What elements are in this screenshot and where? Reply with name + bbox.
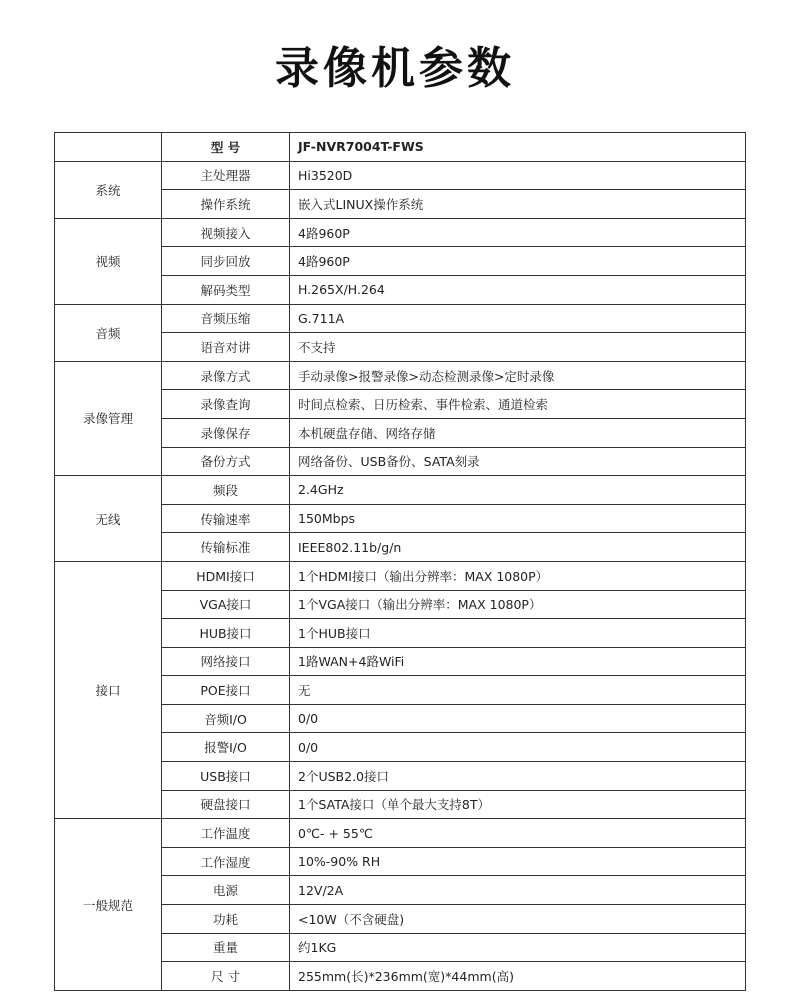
param-value-cell: 嵌入式LINUX操作系统: [290, 190, 746, 219]
param-value-cell: 2.4GHz: [290, 476, 746, 505]
group-label-cell: 系统: [55, 161, 162, 218]
param-value-cell: 0/0: [290, 704, 746, 733]
param-name-cell: HUB接口: [162, 619, 290, 648]
param-value-cell: 1个HDMI接口（输出分辨率：MAX 1080P）: [290, 561, 746, 590]
param-name-cell: 网络接口: [162, 647, 290, 676]
param-value-cell: H.265X/H.264: [290, 275, 746, 304]
param-value-cell: 1路WAN+4路WiFi: [290, 647, 746, 676]
param-value-cell: 1个VGA接口（输出分辨率：MAX 1080P）: [290, 590, 746, 619]
table-row: [55, 161, 746, 190]
group-label-cell: 视频: [55, 218, 162, 304]
header-param-cell: 型 号: [162, 133, 290, 162]
param-value-cell: 无: [290, 676, 746, 705]
param-name-cell: 音频压缩: [162, 304, 290, 333]
table-row: [55, 561, 746, 590]
spec-table: [54, 132, 746, 991]
param-name-cell: 重量: [162, 933, 290, 962]
param-name-cell: 同步回放: [162, 247, 290, 276]
param-name-cell: 录像保存: [162, 418, 290, 447]
param-value-cell: 不支持: [290, 333, 746, 362]
param-name-cell: 视频接入: [162, 218, 290, 247]
param-value-cell: 0/0: [290, 733, 746, 762]
param-value-cell: <10W（不含硬盘): [290, 905, 746, 934]
param-value-cell: 12V/2A: [290, 876, 746, 905]
param-value-cell: G.711A: [290, 304, 746, 333]
param-value-cell: 时间点检索、日历检索、事件检索、通道检索: [290, 390, 746, 419]
table-row: [55, 218, 746, 247]
param-name-cell: 传输速率: [162, 504, 290, 533]
param-name-cell: 工作湿度: [162, 847, 290, 876]
param-name-cell: 录像方式: [162, 361, 290, 390]
param-name-cell: HDMI接口: [162, 561, 290, 590]
param-value-cell: 4路960P: [290, 247, 746, 276]
table-header-row: [55, 133, 746, 162]
param-name-cell: 功耗: [162, 905, 290, 934]
param-name-cell: 尺 寸: [162, 962, 290, 991]
table-row: [55, 361, 746, 390]
param-value-cell: 网络备份、USB备份、SATA刻录: [290, 447, 746, 476]
param-value-cell: 150Mbps: [290, 504, 746, 533]
param-value-cell: 0℃- + 55℃: [290, 819, 746, 848]
param-value-cell: 4路960P: [290, 218, 746, 247]
param-name-cell: 电源: [162, 876, 290, 905]
param-value-cell: 255mm(长)*236mm(宽)*44mm(高): [290, 962, 746, 991]
param-name-cell: 音频I/O: [162, 704, 290, 733]
param-name-cell: 主处理器: [162, 161, 290, 190]
param-name-cell: 硬盘接口: [162, 790, 290, 819]
param-value-cell: 约1KG: [290, 933, 746, 962]
param-name-cell: 解码类型: [162, 275, 290, 304]
param-name-cell: 录像查询: [162, 390, 290, 419]
param-value-cell: 1个SATA接口（单个最大支持8T）: [290, 790, 746, 819]
param-value-cell: 手动录像>报警录像>动态检测录像>定时录像: [290, 361, 746, 390]
group-label-cell: 音频: [55, 304, 162, 361]
header-empty-cell: [55, 133, 162, 162]
page-title: 录像机参数: [275, 43, 515, 94]
param-value-cell: IEEE802.11b/g/n: [290, 533, 746, 562]
param-name-cell: POE接口: [162, 676, 290, 705]
param-value-cell: 本机硬盘存储、网络存储: [290, 418, 746, 447]
table-row: [55, 476, 746, 505]
param-value-cell: 10%-90% RH: [290, 847, 746, 876]
group-label-cell: 无线: [55, 476, 162, 562]
param-name-cell: 操作系统: [162, 190, 290, 219]
param-name-cell: USB接口: [162, 762, 290, 791]
group-label-cell: 一般规范: [55, 819, 162, 991]
table-row: [55, 304, 746, 333]
param-value-cell: 1个HUB接口: [290, 619, 746, 648]
param-value-cell: 2个USB2.0接口: [290, 762, 746, 791]
param-name-cell: 频段: [162, 476, 290, 505]
param-value-cell: Hi3520D: [290, 161, 746, 190]
table-row: [55, 819, 746, 848]
param-name-cell: 传输标准: [162, 533, 290, 562]
param-name-cell: 备份方式: [162, 447, 290, 476]
param-name-cell: 语音对讲: [162, 333, 290, 362]
group-label-cell: 接口: [55, 561, 162, 818]
param-name-cell: 报警I/O: [162, 733, 290, 762]
header-model-cell: JF-NVR7004T-FWS: [290, 133, 746, 162]
group-label-cell: 录像管理: [55, 361, 162, 475]
param-name-cell: VGA接口: [162, 590, 290, 619]
param-name-cell: 工作温度: [162, 819, 290, 848]
